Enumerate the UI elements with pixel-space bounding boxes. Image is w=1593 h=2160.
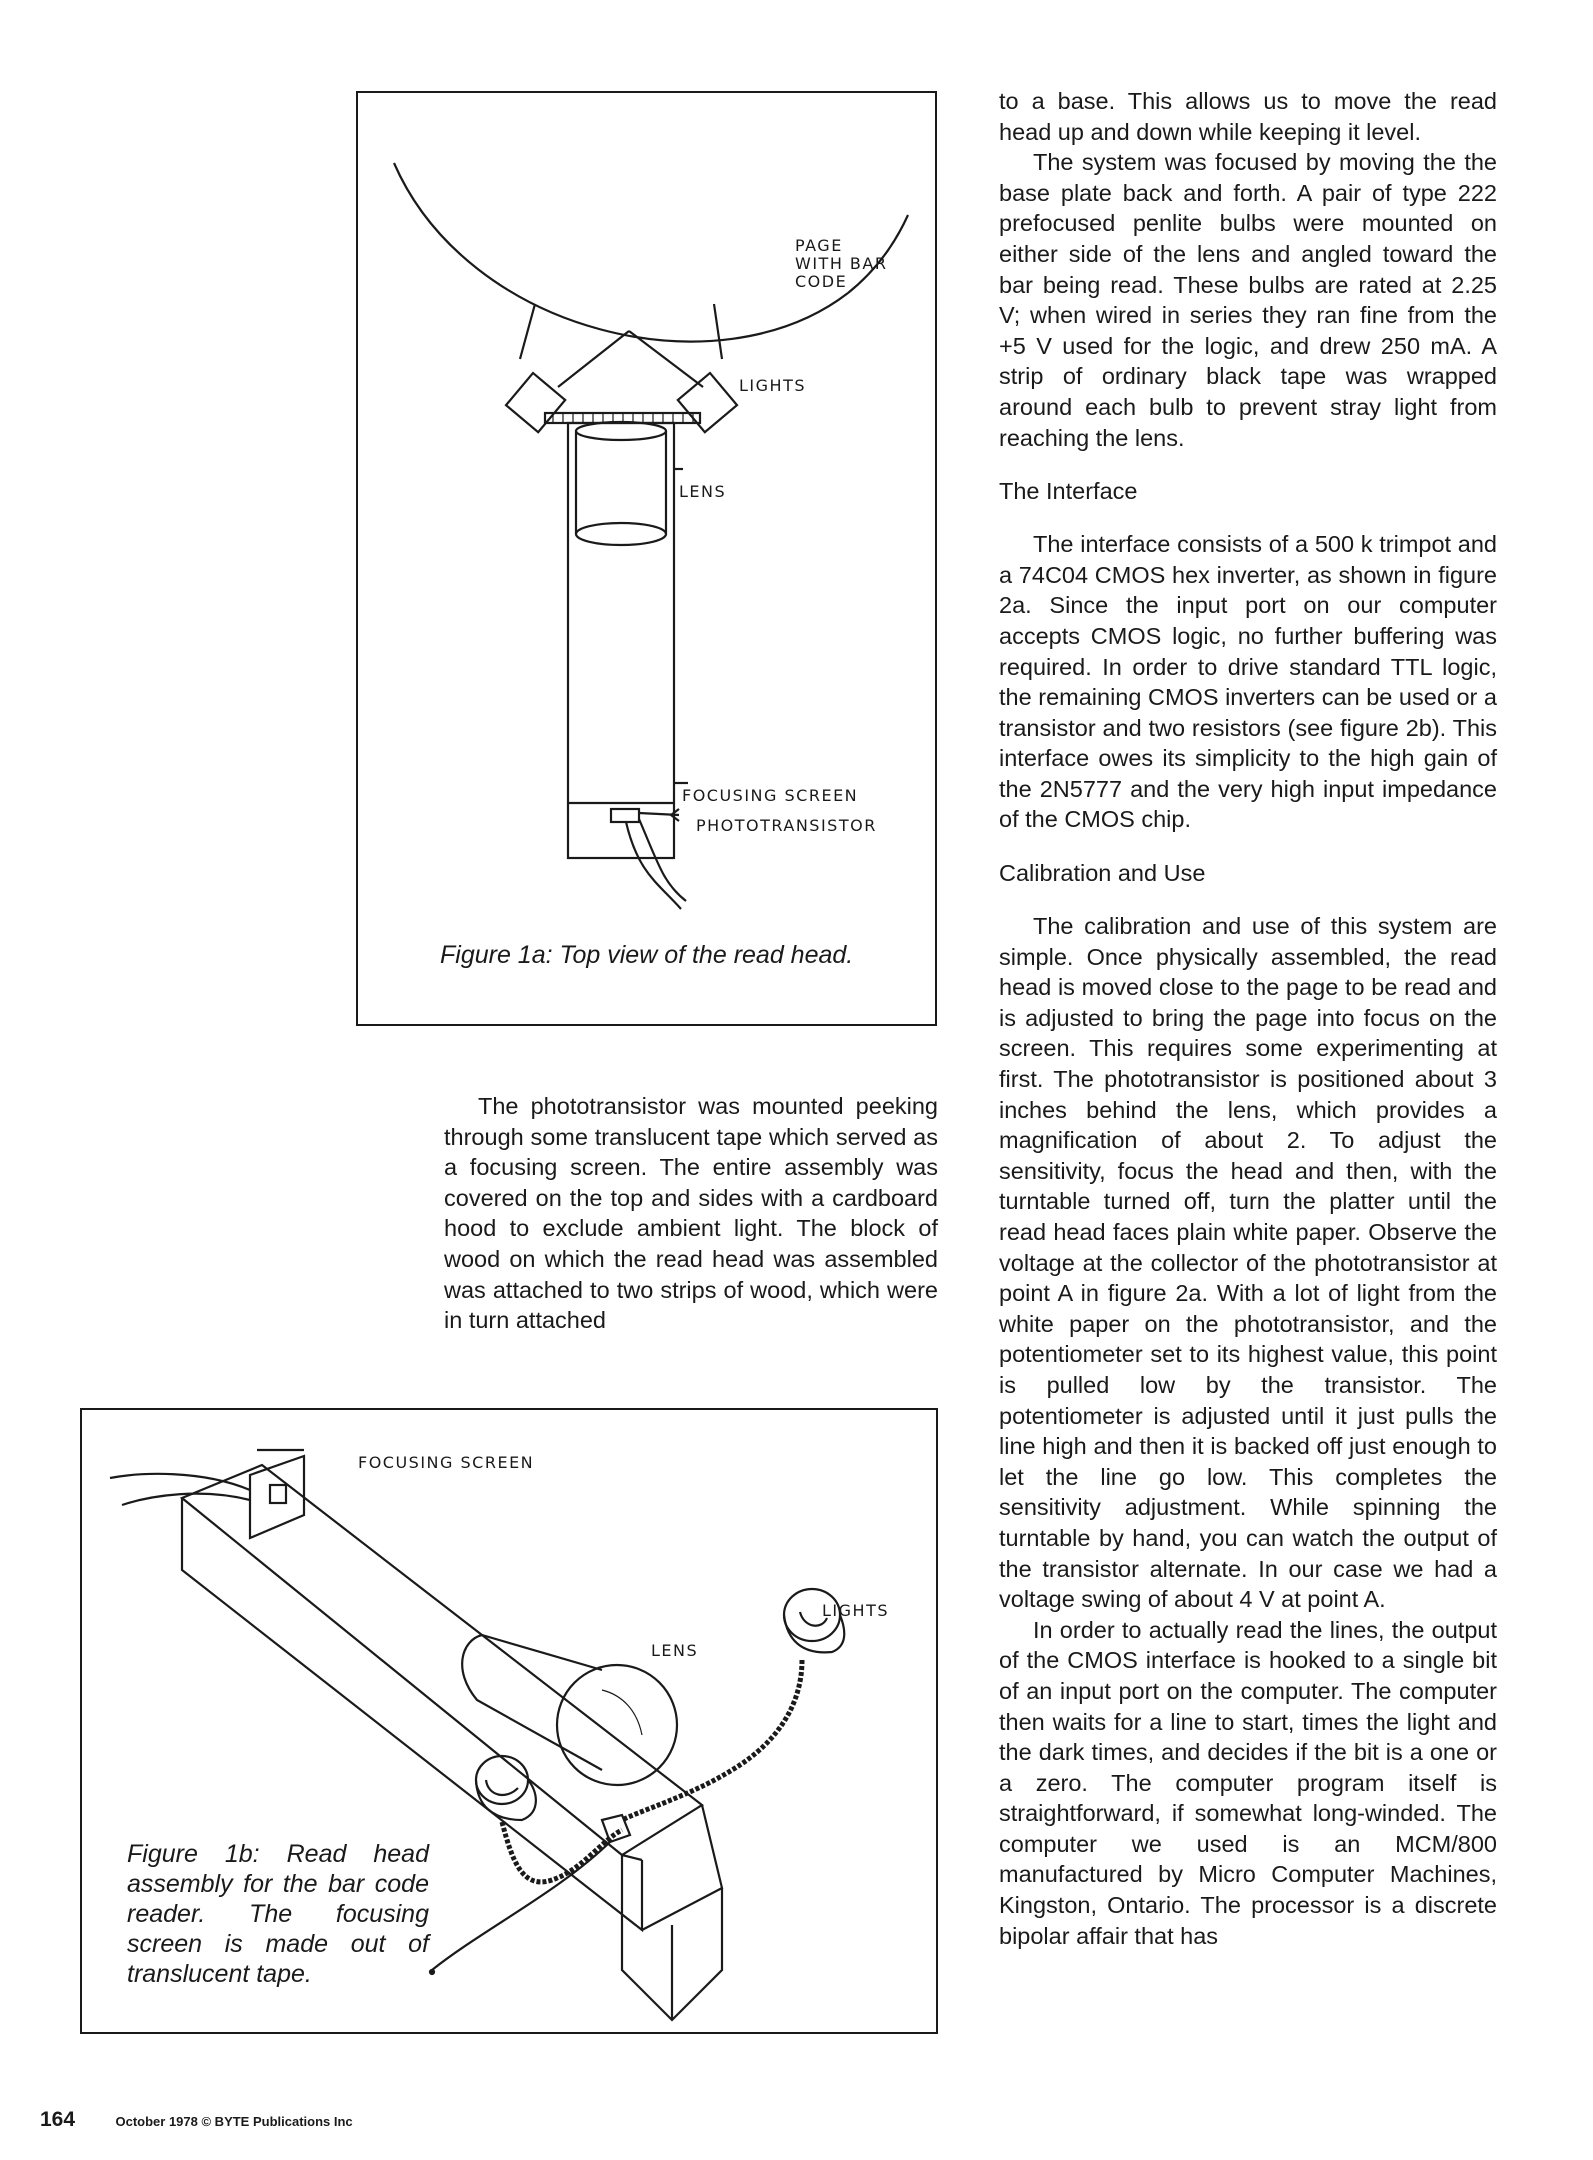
paragraph-focus: The system was focused by moving the the base plate back and forth. A pair of type 222 prefocused penlite bulbs were mounted on either side of the lens and angled toward the bar being read. These bulbs are rated at 2.25 V; when wired in series they ran fine from the +5 V used for the logic, and drew 250 mA. A strip of ordinary black tape was wrapped around each bulb to prevent stray light from reaching the lens.: [999, 149, 1497, 451]
label-lights: LIGHTS: [739, 376, 806, 395]
section-heading-calibration: Calibration and Use: [999, 860, 1206, 887]
figure-1a: [356, 91, 937, 1026]
label-lens: LENS: [679, 482, 727, 501]
paragraph-calibration: The calibration and use of this system are simple. Once physically assembled, the read head is moved close to the page to be read and is adjusted to bring the page into focus on the screen. This requires some experimenting at first. The phototransistor is positioned about 3 inches behind the lens, which provides a magnification of about 2. To adjust the sensitivity, focus the head and then, with the turntable turned off, turn the platter until the read head faces plain white paper. Observe the voltage at the collector of the phototransistor at point A in figure 2a. With a lot of light from the white paper on the phototransistor, and the potentiometer set to its highest value, this point is pulled low by the transistor. The potentiometer is adjusted until it just pulls the line high and then it is backed off just enough to let the line go low. This completes the sensitivity adjustment. While spinning the turntable by hand, you can watch the output of the transistor alternate. In our case we had a voltage swing of about 4 V at point A.: [999, 913, 1497, 1613]
label-phototransistor: PHOTOTRANSISTOR: [696, 816, 877, 835]
paragraph-interface: The interface consists of a 500 k trimpot and a 74C04 CMOS hex inverter, as shown in figure 2a. Since the input port on our computer accepts CMOS logic, no further buffering was required. In order to drive standard TTL logic, the remaining CMOS inverters can be used or a transistor and two resistors (see figure 2b). This interface owes its simplicity to the high gain of the 2N5777 and the very high input impedance of the CMOS chip.: [999, 531, 1497, 833]
label-lights: LIGHTS: [822, 1601, 889, 1620]
page-footer: [40, 2108, 353, 2132]
footer-credit: October 1978 © BYTE Publications Inc: [115, 2114, 353, 2129]
label-focusing-screen: FOCUSING SCREEN: [682, 786, 859, 805]
figure-1a-caption: Figure 1a: Top view of the read head.: [440, 941, 854, 969]
figure-1b-caption: Figure 1b: Read head assembly for the bar code reader. The focusing screen is made out of translucent tape.: [127, 1840, 429, 1988]
label-page-with-bar-code-line3: CODE: [795, 272, 848, 291]
paragraph-continuation: to a base. This allows us to move the read head up and down while keeping it level.: [999, 88, 1497, 145]
middle-column: [444, 1091, 938, 1336]
label-lens: LENS: [651, 1641, 699, 1660]
page-number: 164: [40, 2108, 76, 2131]
section-heading-interface: The Interface: [999, 478, 1138, 505]
paragraph-reading: In order to actually read the lines, the output of the CMOS interface is hooked to a single bit of an input port on the computer. The computer then waits for a line to start, times the light and the dark times, and decides if the bit is a one or a zero. The computer program itself is straightforward, if somewhat long-winded. The computer we used is an MCM/800 manufactured by Micro Computer Machines, Kingston, Ontario. The processor is a discrete bipolar affair that has: [999, 1616, 1497, 1949]
label-focusing-screen: FOCUSING SCREEN: [358, 1453, 535, 1472]
label-page-with-bar-code-line1: PAGE: [795, 236, 843, 255]
paragraph-phototransistor: The phototransistor was mounted peeking through some translucent tape which served as a focusing screen. The entire assembly was covered on the top and sides with a cardboard hood to exclude ambient light. The block of wood on which the read head was assembled was attached to two strips of wood, which were in turn attached: [444, 1093, 938, 1334]
label-page-with-bar-code-line2: WITH BAR: [795, 254, 888, 273]
figure-1a-labels: [358, 93, 939, 1028]
right-column: [999, 86, 1497, 1951]
